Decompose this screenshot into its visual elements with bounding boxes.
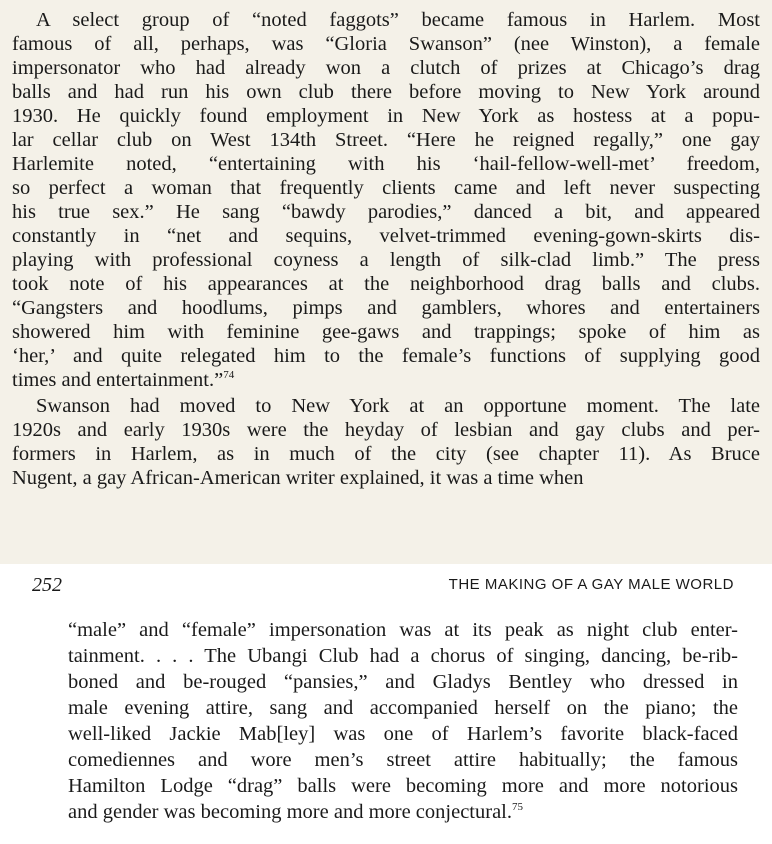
paragraph-1-line-8: so perfect a woman that frequently clients came and left never suspecting xyxy=(12,177,760,199)
paragraph-1-line-5: 1930. He quickly found employment in New York as hostess at a popu- xyxy=(12,105,760,127)
paragraph-1-line-13: “Gangsters and hoodlums, pimps and gamblers, whores and entertainers xyxy=(12,297,760,319)
quote-line-1: “male” and “female” impersonation was at its peak as night club enter- xyxy=(68,619,738,641)
running-head: THE MAKING OF A GAY MALE WORLD xyxy=(448,576,734,593)
paragraph-1-line-4: balls and had run his own club there before moving to New York around xyxy=(12,81,760,103)
quote-line-7: Hamilton Lodge “drag” balls were becoming more and more notorious xyxy=(68,775,738,797)
paragraph-1-line-16 xyxy=(12,368,760,392)
quote-line-6: comediennes and wore men’s street attire habitually; the famous xyxy=(68,749,738,771)
scanned-page-bottom xyxy=(0,564,772,844)
paragraph-1-line-12: took note of his appearances at the neighborhood drag balls and clubs. xyxy=(12,273,760,295)
paragraph-1-line-10: constantly in “net and sequins, velvet-trimmed evening-gown-skirts dis- xyxy=(12,225,760,247)
paragraph-1-line-3: impersonator who had already won a clutch of prizes at Chicago’s drag xyxy=(12,57,760,79)
quote-line-3: boned and be-rouged “pansies,” and Gladys Bentley who dressed in xyxy=(68,671,738,693)
paragraph-2-line-3: formers in Harlem, as in much of the city (see chapter 11). As Bruce xyxy=(12,443,760,465)
footnote-marker-75: 75 xyxy=(512,801,523,813)
paragraph-1-line-15: ‘her,’ and quite relegated him to the female’s functions of supplying good xyxy=(12,345,760,367)
quote-line-4: male evening attire, sang and accompanied herself on the piano; the xyxy=(68,697,738,719)
paragraph-1-line-7: Harlemite noted, “entertaining with his ‘hail-fellow-well-met’ freedom, xyxy=(12,153,760,175)
paragraph-1-line-11: playing with professional coyness a length of silk-clad limb.” The press xyxy=(12,249,760,271)
paragraph-1-line-16-text: times and entertainment.” xyxy=(12,369,224,391)
quote-line-8 xyxy=(68,800,738,824)
paragraph-2-line-1: Swanson had moved to New York at an opportune moment. The late xyxy=(36,395,760,417)
paragraph-2-line-2: 1920s and early 1930s were the heyday of lesbian and gay clubs and per- xyxy=(12,419,760,441)
footnote-marker-74: 74 xyxy=(223,369,235,381)
paragraph-1-line-2: famous of all, perhaps, was “Gloria Swanson” (nee Winston), a female xyxy=(12,33,760,55)
paragraph-1-line-14: showered him with feminine gee-gaws and trappings; spoke of him as xyxy=(12,321,760,343)
paragraph-2-line-4: Nugent, a gay African-American writer explained, it was a time when xyxy=(12,467,584,489)
quote-line-2: tainment. . . . The Ubangi Club had a chorus of singing, dancing, be-rib- xyxy=(68,645,738,667)
quote-line-5: well-liked Jackie Mab[ley] was one of Harlem’s favorite black-faced xyxy=(68,723,738,745)
quote-line-8-text: and gender was becoming more and more conjectural. xyxy=(68,801,512,823)
paragraph-1-line-9: his true sex.” He sang “bawdy parodies,” danced a bit, and appeared xyxy=(12,201,760,223)
paragraph-1-line-6: lar cellar club on West 134th Street. “Here he reigned regally,” one gay xyxy=(12,129,760,151)
page-number: 252 xyxy=(32,574,62,596)
paragraph-1-line-1: A select group of “noted faggots” became famous in Harlem. Most xyxy=(36,9,760,31)
